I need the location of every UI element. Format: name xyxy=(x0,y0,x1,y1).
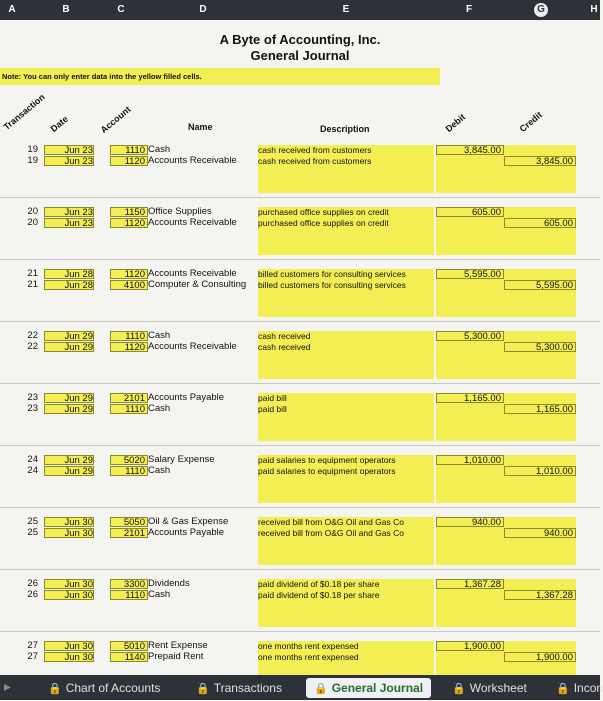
account-name-cell: Rent Expense xyxy=(148,640,208,651)
account-cell[interactable]: 3300 xyxy=(110,579,148,589)
description-cell[interactable]: paid salaries to equipment operators xyxy=(258,466,396,476)
debit-cell[interactable]: 1,165.00 xyxy=(436,393,504,403)
account-cell[interactable]: 1110 xyxy=(110,404,148,414)
account-name-cell: Salary Expense xyxy=(148,454,215,465)
credit-cell[interactable] xyxy=(504,455,576,465)
account-cell[interactable]: 5010 xyxy=(110,641,148,651)
lock-icon: 🔒 xyxy=(48,683,62,695)
tab-chart-of-accounts[interactable]: 🔒 Chart of Accounts xyxy=(48,678,160,698)
header-transaction: Transaction xyxy=(1,91,47,132)
date-cell[interactable]: Jun 23 xyxy=(44,207,94,217)
credit-cell[interactable] xyxy=(504,269,576,279)
debit-cell[interactable] xyxy=(436,652,504,662)
column-header-bar xyxy=(0,0,600,20)
debit-cell[interactable] xyxy=(436,342,504,352)
credit-cell[interactable] xyxy=(504,393,576,403)
transaction-cell: 24 xyxy=(27,465,38,476)
header-debit: Debit xyxy=(443,111,468,134)
account-cell[interactable]: 5020 xyxy=(110,455,148,465)
debit-cell[interactable] xyxy=(436,404,504,414)
debit-cell[interactable]: 3,845.00 xyxy=(436,145,504,155)
row-divider xyxy=(0,321,600,322)
date-cell[interactable]: Jun 30 xyxy=(44,528,94,538)
header-date: Date xyxy=(48,113,70,134)
credit-cell[interactable] xyxy=(504,145,576,155)
journal-entry xyxy=(0,269,600,329)
journal-line xyxy=(0,466,600,476)
description-cell[interactable]: cash received xyxy=(258,331,311,341)
account-cell[interactable]: 4100 xyxy=(110,280,148,290)
account-cell[interactable]: 1110 xyxy=(110,331,148,341)
lock-icon: 🔒 xyxy=(556,683,570,695)
account-name-cell: Cash xyxy=(148,144,171,155)
tab-worksheet[interactable]: 🔒 Worksheet xyxy=(452,678,527,698)
sheet-tab-bar xyxy=(0,675,603,700)
journal-line xyxy=(0,280,600,290)
account-name-cell: Cash xyxy=(148,330,171,341)
date-cell[interactable]: Jun 29 xyxy=(44,466,94,476)
description-cell[interactable]: paid bill xyxy=(258,404,287,414)
column-header-g[interactable]: G xyxy=(534,3,548,17)
journal-line xyxy=(0,455,600,465)
journal-line xyxy=(0,641,600,651)
journal-entry xyxy=(0,145,600,205)
debit-cell[interactable]: 5,300.00 xyxy=(436,331,504,341)
date-cell[interactable]: Jun 30 xyxy=(44,652,94,662)
debit-cell[interactable]: 940.00 xyxy=(436,517,504,527)
credit-cell[interactable]: 1,010.00 xyxy=(504,466,576,476)
header-account: Account xyxy=(98,104,133,135)
account-cell[interactable]: 1120 xyxy=(110,156,148,166)
account-cell[interactable]: 2101 xyxy=(110,528,148,538)
description-cell[interactable]: paid salaries to equipment operators xyxy=(258,455,396,465)
account-cell[interactable]: 1120 xyxy=(110,218,148,228)
row-divider xyxy=(0,383,600,384)
transaction-cell: 20 xyxy=(27,217,38,228)
account-cell[interactable]: 1140 xyxy=(110,652,148,662)
debit-cell[interactable] xyxy=(436,466,504,476)
date-cell[interactable]: Jun 30 xyxy=(44,579,94,589)
tab-transactions[interactable]: 🔒 Transactions xyxy=(196,678,282,698)
date-cell[interactable]: Jun 29 xyxy=(44,404,94,414)
lock-icon: 🔒 xyxy=(314,683,328,695)
account-name-cell: Cash xyxy=(148,403,171,414)
account-name-cell: Accounts Receivable xyxy=(148,155,237,166)
date-cell[interactable]: Jun 29 xyxy=(44,331,94,341)
sheet-title: A Byte of Accounting, Inc. xyxy=(219,32,381,47)
journal-line xyxy=(0,269,600,279)
sheet-subtitle: General Journal xyxy=(250,48,350,63)
transaction-cell: 24 xyxy=(27,454,38,465)
date-cell[interactable]: Jun 30 xyxy=(44,641,94,651)
debit-cell[interactable]: 1,367.28 xyxy=(436,579,504,589)
transaction-cell: 19 xyxy=(27,155,38,166)
description-cell[interactable]: paid dividend of $0.18 per share xyxy=(258,579,380,589)
account-cell[interactable]: 5050 xyxy=(110,517,148,527)
journal-entry xyxy=(0,393,600,453)
account-name-cell: Computer & Consulting xyxy=(148,279,247,290)
journal-line xyxy=(0,331,600,341)
description-cell[interactable]: billed customers for consulting services xyxy=(258,269,406,279)
column-header-a[interactable]: A xyxy=(8,4,16,15)
account-cell[interactable]: 2101 xyxy=(110,393,148,403)
credit-cell[interactable]: 940.00 xyxy=(504,528,576,538)
transaction-cell: 25 xyxy=(27,516,38,527)
description-cell[interactable]: one months rent expensed xyxy=(258,652,359,662)
transaction-cell: 22 xyxy=(27,330,38,341)
debit-cell[interactable] xyxy=(436,280,504,290)
column-header-c[interactable]: C xyxy=(117,4,125,15)
tab-income[interactable]: 🔒 Incon xyxy=(556,678,603,698)
account-name-cell: Accounts Payable xyxy=(148,392,225,403)
journal-line xyxy=(0,517,600,527)
account-cell[interactable]: 1150 xyxy=(110,207,148,217)
header-description: Description xyxy=(320,124,370,134)
column-header-e[interactable]: E xyxy=(342,4,350,15)
credit-cell[interactable] xyxy=(504,579,576,589)
transaction-cell: 20 xyxy=(27,206,38,217)
account-name-cell: Office Supplies xyxy=(148,206,212,217)
journal-line xyxy=(0,579,600,589)
description-cell[interactable]: received bill from O&G Oil and Gas Co xyxy=(258,517,404,527)
journal-line xyxy=(0,652,600,662)
credit-cell[interactable]: 605.00 xyxy=(504,218,576,228)
date-cell[interactable]: Jun 29 xyxy=(44,342,94,352)
transaction-cell: 21 xyxy=(27,279,38,290)
row-divider xyxy=(0,259,600,260)
credit-cell[interactable] xyxy=(504,207,576,217)
header-name: Name xyxy=(188,122,213,132)
description-cell[interactable]: purchased office supplies on credit xyxy=(258,218,389,228)
lock-icon: 🔒 xyxy=(196,683,210,695)
journal-line xyxy=(0,342,600,352)
description-cell[interactable]: cash received from customers xyxy=(258,156,372,166)
credit-cell[interactable]: 1,900.00 xyxy=(504,652,576,662)
description-cell[interactable]: paid dividend of $0.18 per share xyxy=(258,590,380,600)
account-name-cell: Prepaid Rent xyxy=(148,651,204,662)
debit-cell[interactable]: 1,900.00 xyxy=(436,641,504,651)
date-cell[interactable]: Jun 28 xyxy=(44,269,94,279)
account-name-cell: Cash xyxy=(148,589,171,600)
journal-line xyxy=(0,207,600,217)
account-name-cell: Accounts Receivable xyxy=(148,268,237,279)
description-cell[interactable]: cash received xyxy=(258,342,311,352)
description-cell[interactable]: one months rent expensed xyxy=(258,641,359,651)
header-credit: Credit xyxy=(517,109,544,134)
account-name-cell: Cash xyxy=(148,465,171,476)
journal-line xyxy=(0,528,600,538)
transaction-cell: 26 xyxy=(27,578,38,589)
credit-cell[interactable]: 5,300.00 xyxy=(504,342,576,352)
scroll-left-icon[interactable]: ▸ xyxy=(4,678,12,694)
description-cell[interactable]: billed customers for consulting services xyxy=(258,280,406,290)
debit-cell[interactable]: 5,595.00 xyxy=(436,269,504,279)
credit-cell[interactable]: 3,845.00 xyxy=(504,156,576,166)
debit-cell[interactable]: 1,010.00 xyxy=(436,455,504,465)
account-name-cell: Dividends xyxy=(148,578,190,589)
credit-cell[interactable]: 5,595.00 xyxy=(504,280,576,290)
credit-cell[interactable]: 1,367.28 xyxy=(504,590,576,600)
transaction-cell: 22 xyxy=(27,341,38,352)
description-cell[interactable]: purchased office supplies on credit xyxy=(258,207,389,217)
journal-line xyxy=(0,156,600,166)
date-cell[interactable]: Jun 23 xyxy=(44,218,94,228)
journal-entry xyxy=(0,331,600,391)
account-cell[interactable]: 1120 xyxy=(110,269,148,279)
debit-cell[interactable]: 605.00 xyxy=(436,207,504,217)
column-header-f[interactable]: F xyxy=(465,4,473,15)
journal-line xyxy=(0,404,600,414)
row-divider xyxy=(0,631,600,632)
journal-line xyxy=(0,145,600,155)
description-cell[interactable]: received bill from O&G Oil and Gas Co xyxy=(258,528,404,538)
description-cell[interactable]: paid bill xyxy=(258,393,287,403)
date-cell[interactable]: Jun 23 xyxy=(44,145,94,155)
account-name-cell: Accounts Receivable xyxy=(148,217,237,228)
transaction-cell: 26 xyxy=(27,589,38,600)
debit-cell[interactable] xyxy=(436,528,504,538)
transaction-cell: 25 xyxy=(27,527,38,538)
account-name-cell: Oil & Gas Expense xyxy=(148,516,229,527)
column-header-b[interactable]: B xyxy=(62,4,70,15)
column-header-d[interactable]: D xyxy=(199,4,207,15)
row-divider xyxy=(0,569,600,570)
lock-icon: 🔒 xyxy=(452,683,466,695)
journal-line xyxy=(0,393,600,403)
date-cell[interactable]: Jun 28 xyxy=(44,280,94,290)
credit-cell[interactable]: 1,165.00 xyxy=(504,404,576,414)
transaction-cell: 27 xyxy=(27,640,38,651)
journal-entry xyxy=(0,579,600,639)
date-cell[interactable]: Jun 30 xyxy=(44,517,94,527)
transaction-cell: 19 xyxy=(27,144,38,155)
account-cell[interactable]: 1120 xyxy=(110,342,148,352)
journal-entry xyxy=(0,517,600,577)
row-divider xyxy=(0,445,600,446)
account-cell[interactable]: 1110 xyxy=(110,590,148,600)
row-divider xyxy=(0,507,600,508)
column-header-h[interactable]: H xyxy=(590,4,598,15)
journal-entry xyxy=(0,455,600,515)
spreadsheet-grid[interactable] xyxy=(0,20,600,675)
journal-line xyxy=(0,218,600,228)
credit-cell[interactable] xyxy=(504,517,576,527)
debit-cell[interactable] xyxy=(436,156,504,166)
credit-cell[interactable] xyxy=(504,641,576,651)
transaction-cell: 23 xyxy=(27,403,38,414)
transaction-cell: 21 xyxy=(27,268,38,279)
description-cell[interactable]: cash received from customers xyxy=(258,145,372,155)
date-cell[interactable]: Jun 29 xyxy=(44,393,94,403)
tab-general-journal[interactable]: 🔒 General Journal xyxy=(306,678,431,698)
debit-cell[interactable] xyxy=(436,218,504,228)
transaction-cell: 23 xyxy=(27,392,38,403)
credit-cell[interactable] xyxy=(504,331,576,341)
account-name-cell: Accounts Payable xyxy=(148,527,225,538)
row-divider xyxy=(0,197,600,198)
date-cell[interactable]: Jun 29 xyxy=(44,455,94,465)
debit-cell[interactable] xyxy=(436,590,504,600)
account-cell[interactable]: 1110 xyxy=(110,466,148,476)
account-name-cell: Accounts Receivable xyxy=(148,341,237,352)
transaction-cell: 27 xyxy=(27,651,38,662)
account-cell[interactable]: 1110 xyxy=(110,145,148,155)
journal-line xyxy=(0,590,600,600)
note-banner: Note: You can only enter data into the yellow filled cells. xyxy=(0,68,440,85)
date-cell[interactable]: Jun 23 xyxy=(44,156,94,166)
date-cell[interactable]: Jun 30 xyxy=(44,590,94,600)
journal-entry xyxy=(0,207,600,267)
